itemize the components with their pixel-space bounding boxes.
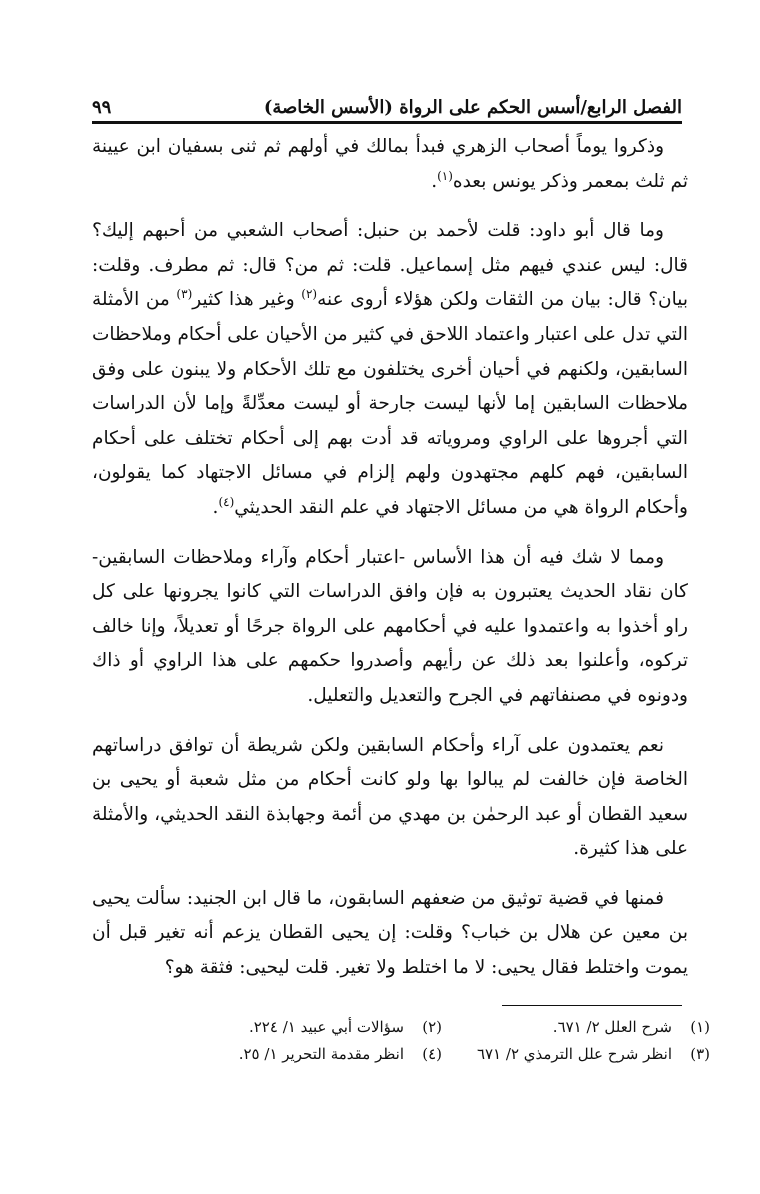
footnote-marker: (٣) (176, 287, 193, 302)
text-run: فمنها في قضية توثيق من ضعفهم السابقون، ما قال ابن الجنيد: سألت يحيى بن معين عن هلال بن خباب؟ وقلت: إن يحيى القطان يزعم أنه تغير قبل أن يموت واختلط فقال يحيى: لا ما اختلط ولا تغير. قلت ليحيى: فثقة هو؟ (92, 887, 688, 979)
paragraph (92, 729, 688, 867)
footnote-4: (٤)انظر مقدمة التحرير ١/ ٢٥. (238, 1045, 442, 1063)
text-run: وذكروا يوماً أصحاب الزهري فبدأ بمالك في أولهم ثم ثنى بسفيان ابن عيينة ثم ثلث بمعمر وذكر يونس بعده (92, 136, 688, 192)
footnotes (150, 1014, 710, 1068)
body-text (92, 130, 688, 986)
header-rule (92, 121, 682, 124)
footnote-1: (١)شرح العلل ٢/ ٦٧١. (552, 1018, 710, 1036)
footnote-3: (٣)انظر شرح علل الترمذي ٢/ ٦٧١ (476, 1045, 710, 1063)
text-run: وغير هذا كثير (192, 289, 302, 311)
text-run: وما قال أبو داود: قلت لأحمد بن حنبل: أصحاب الشعبي من أحبهم إليك؟ قال: ليس عندي فيهم مثل إسماعيل. قلت: ثم من؟ قال: ثم مطرف. وقلت: بيان؟ قال: بيان من الثقات ولكن هؤلاء أروى عنه (92, 220, 688, 311)
footnote-marker: (٤) (218, 494, 235, 509)
paragraph (92, 130, 688, 199)
text-run: ومما لا شك فيه أن هذا الأساس -اعتبار أحكام وآراء وملاحظات السابقين- كان نقاد الحديث يعتبرون به فإن وافق الدراسات التي كانوا يجرونها على كل راو أخذوا به واعتمدوا عليه في أحكامهم على الرواة جرحًا أو تعديلاً، وإنا خالف تركوه، وأعلنوا بعد ذلك عن رأيهم وأصدروا حكمهم على هذا الراوي أو ذاك ودونوه في مصنفاتهم في الجرح والتعديل والتعليل. (92, 546, 688, 706)
footnote-marker: (٢) (301, 287, 318, 302)
text-run: . (431, 170, 438, 192)
footnote-2: (٢)سؤالات أبي عبيد ١/ ٢٢٤. (248, 1018, 442, 1036)
text-run: . (212, 496, 219, 518)
text-run: من الأمثلة التي تدل على اعتبار واعتماد اللاحق في كثير من الأحيان على أحكام وملاحظات السابقين، ولكنهم في أحيان أخرى يختلفون مع تلك الأحكام ولا يبنون على وفق ملاحظات السابقين إما لأنها ليست جارحة أو ليست معدِّلةً وإما لأن الدراسات التي أجروها على الراوي ومروياته قد أدت بهم إلى أحكام تختلف على أحكام السابقين، فهم كلهم مجتهدون ولهم إلزام في مسائل الاجتهاد كما يقولون، وأحكام الرواة هي من مسائل الاجتهاد في علم النقد الحديثي (92, 289, 688, 518)
footnote-row (150, 1041, 710, 1068)
chapter-title: الفصل الرابع/أسس الحكم على الرواة (الأسس الخاصة) (263, 97, 682, 118)
running-header (92, 86, 682, 118)
paragraph (92, 541, 688, 714)
page-number: ٩٩ (92, 97, 112, 118)
text-run: نعم يعتمدون على آراء وأحكام السابقين ولكن شريطة أن توافق دراساتهم الخاصة فإن خالفت لم يبالوا بها ولو كانت أحكام من مثل شعبة أو يحيى بن سعيد القطان أو عبد الرحمٰن بن مهدي من أئمة وجهابذة النقد الحديثي، والأمثلة على هذا كثيرة. (92, 734, 688, 860)
footnote-marker: (١) (437, 168, 453, 183)
paragraph (92, 882, 688, 986)
footnote-rule (502, 1005, 682, 1006)
paragraph (92, 214, 688, 525)
footnote-row (150, 1014, 710, 1041)
